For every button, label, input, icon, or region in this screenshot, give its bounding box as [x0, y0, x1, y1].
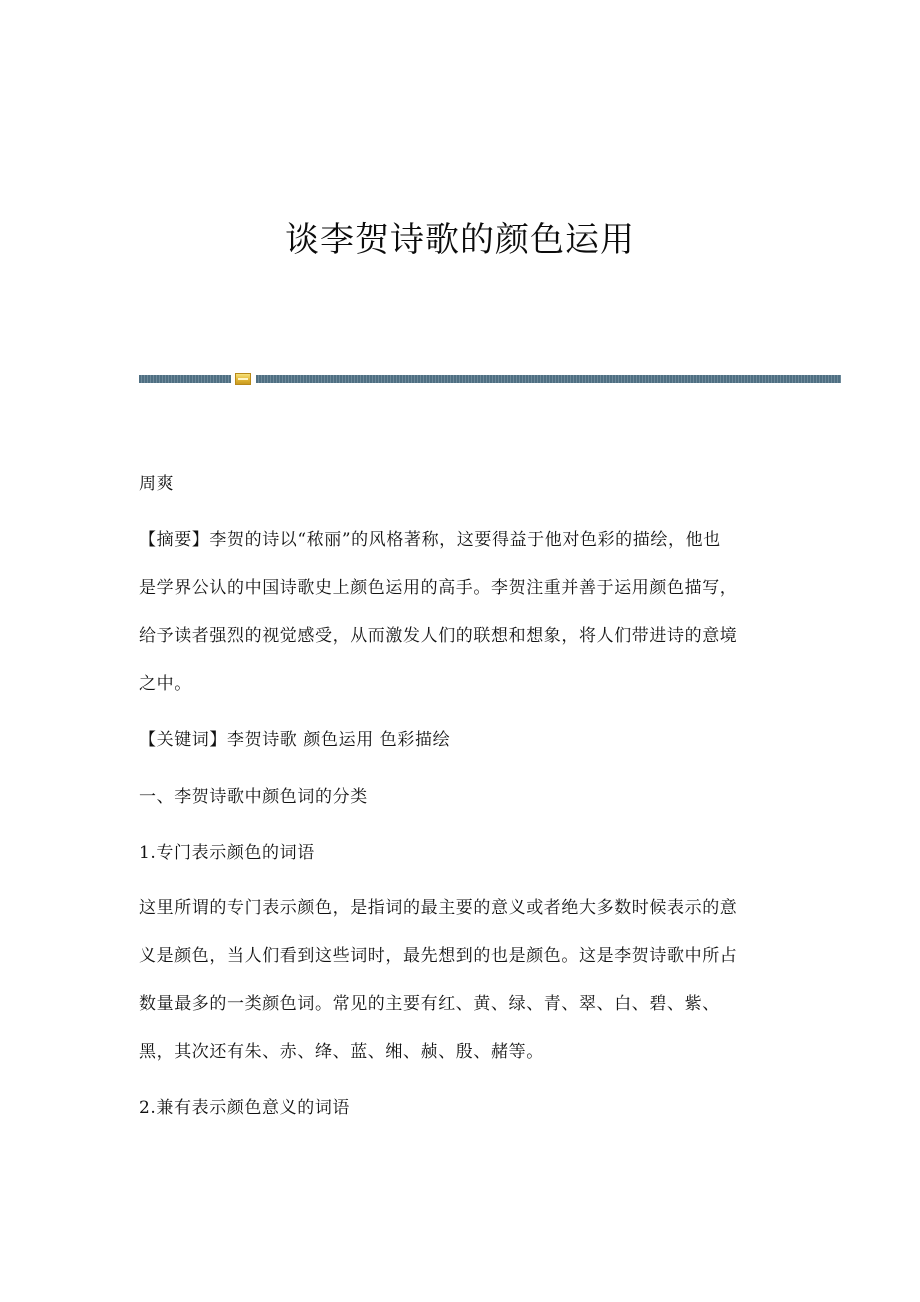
section-heading: 一、李贺诗歌中颜色词的分类: [139, 787, 368, 807]
abstract-line: 【摘要】李贺的诗以“秾丽”的风格著称，这要得益于他对色彩的描绘，他也: [139, 530, 721, 550]
subsection-heading: 1.专门表示颜色的词语: [139, 843, 315, 863]
title-divider: [139, 373, 841, 385]
divider-bar-right: [256, 375, 841, 383]
abstract-line: 之中。: [139, 674, 192, 694]
abstract-line: 给予读者强烈的视觉感受，从而激发人们的联想和想象，将人们带进诗的意境: [139, 626, 738, 646]
body-line: 这里所谓的专门表示颜色，是指词的最主要的意义或者绝大多数时候表示的意: [139, 898, 738, 918]
keywords: 【关键词】李贺诗歌 颜色运用 色彩描绘: [139, 730, 451, 750]
author-name: 周爽: [139, 474, 175, 494]
divider-bar-left: [139, 375, 231, 383]
abstract-line: 是学界公认的中国诗歌史上颜色运用的高手。李贺注重并善于运用颜色描写，: [139, 578, 738, 598]
divider-ornament-icon: [235, 373, 251, 385]
body-line: 数量最多的一类颜色词。常见的主要有红、黄、绿、青、翠、白、碧、紫、: [139, 994, 720, 1014]
body-line: 义是颜色，当人们看到这些词时，最先想到的也是颜色。这是李贺诗歌中所占: [139, 946, 738, 966]
document-title: 谈李贺诗歌的颜色运用: [285, 220, 635, 260]
subsection-heading: 2.兼有表示颜色意义的词语: [139, 1098, 351, 1118]
body-line: 黑，其次还有朱、赤、绛、蓝、缃、赪、殷、赭等。: [139, 1042, 544, 1062]
